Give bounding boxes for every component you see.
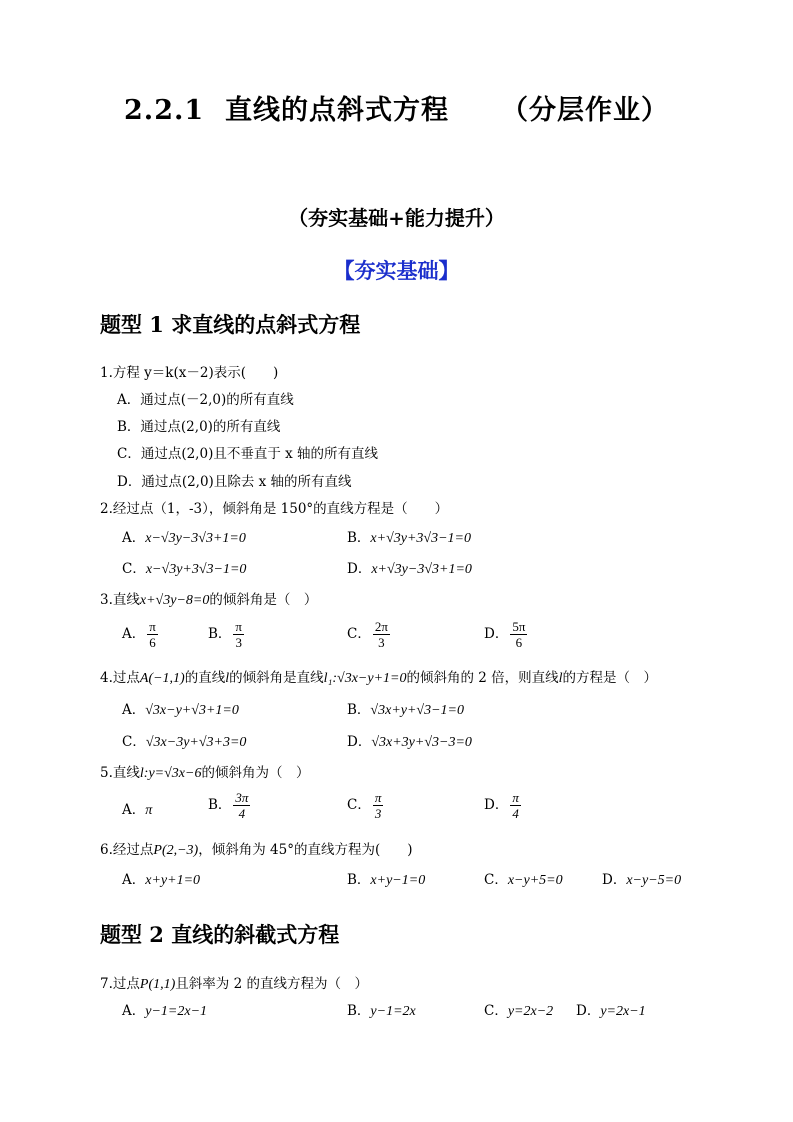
document-title: 2.2.1 直线的点斜式方程 （分层作业） (124, 95, 669, 126)
answer-option: A．x+y+1=0 (122, 872, 201, 888)
answer-option: A．y−1=2x−1 (122, 1003, 208, 1019)
answer-option: C．√3x−3y+√3+3=0 (122, 734, 247, 750)
answer-option: B． $\frac{3\pi}{4}$ (208, 790, 249, 821)
question-type-heading: 题型 2 直线的斜截式方程 (100, 922, 340, 947)
answer-option: A．√3x−y+√3+1=0 (122, 702, 239, 718)
question-stem: 4.过点A(−1,1)的直线l的倾斜角是直线l₁:√3x−y+1=0的倾斜角的 2 倍，则直线l的方程是（ ） (100, 670, 658, 686)
answer-option: C．x−y+5=0 (484, 872, 563, 888)
answer-option: A．π (122, 802, 153, 818)
answer-option: D． $\frac{\pi}{4}$ (484, 790, 519, 821)
answer-option: B．√3x+y+√3−1=0 (347, 702, 465, 718)
answer-option: A．x−√3y−3√3+1=0 (122, 530, 246, 546)
answer-option: B． $\frac{\pi}{3}$ (208, 619, 242, 650)
answer-option: B．x+√3y+3√3−1=0 (347, 530, 472, 546)
answer-option: D．x−y−5=0 (602, 872, 682, 888)
answer-option: C．x−√3y+3√3−1=0 (122, 561, 247, 577)
question-stem: 2.经过点（1，-3），倾斜角是 150°的直线方程是（ ） (100, 501, 449, 517)
question-stem: 3.直线x+√3y−8=0的倾斜角是（ ） (100, 592, 318, 608)
answer-option: C．通过点(2,0)且不垂直于 x 轴的所有直线 (117, 446, 379, 462)
document-subtitle: （夯实基础+能力提升） (288, 206, 505, 230)
answer-option: D．通过点(2,0)且除去 x 轴的所有直线 (117, 474, 352, 490)
answer-option: D．y=2x−1 (576, 1003, 646, 1019)
answer-option: D．x+√3y−3√3+1=0 (347, 561, 472, 577)
question-type-heading: 题型 1 求直线的点斜式方程 (100, 312, 361, 337)
answer-option: B．x+y−1=0 (347, 872, 426, 888)
answer-option: A．通过点(－2,0)的所有直线 (117, 392, 294, 408)
answer-option: B．通过点(2,0)的所有直线 (117, 419, 281, 435)
answer-option: A． $\frac{\pi}{6}$ (122, 619, 156, 650)
question-stem: 6.经过点P(2,−3)，倾斜角为 45°的直线方程为( ) (100, 842, 413, 858)
question-stem: 1.方程 y＝k(x－2)表示( ) (100, 365, 279, 381)
answer-option: D．√3x+3y+√3−3=0 (347, 734, 472, 750)
answer-option: C．y=2x−2 (484, 1003, 554, 1019)
question-stem: 5.直线l:y=√3x−6的倾斜角为（ ） (100, 765, 310, 781)
answer-option: C． $\frac{2\pi}{3}$ (347, 619, 388, 650)
section-label: 【夯实基础】 (333, 258, 460, 283)
answer-option: B．y−1=2x (347, 1003, 416, 1019)
answer-option: D． $\frac{5\pi}{6}$ (484, 619, 526, 650)
question-stem: 7.过点P(1,1)且斜率为 2 的直线方程为（ ） (100, 976, 368, 992)
answer-option: C． $\frac{\pi}{3}$ (347, 790, 382, 821)
